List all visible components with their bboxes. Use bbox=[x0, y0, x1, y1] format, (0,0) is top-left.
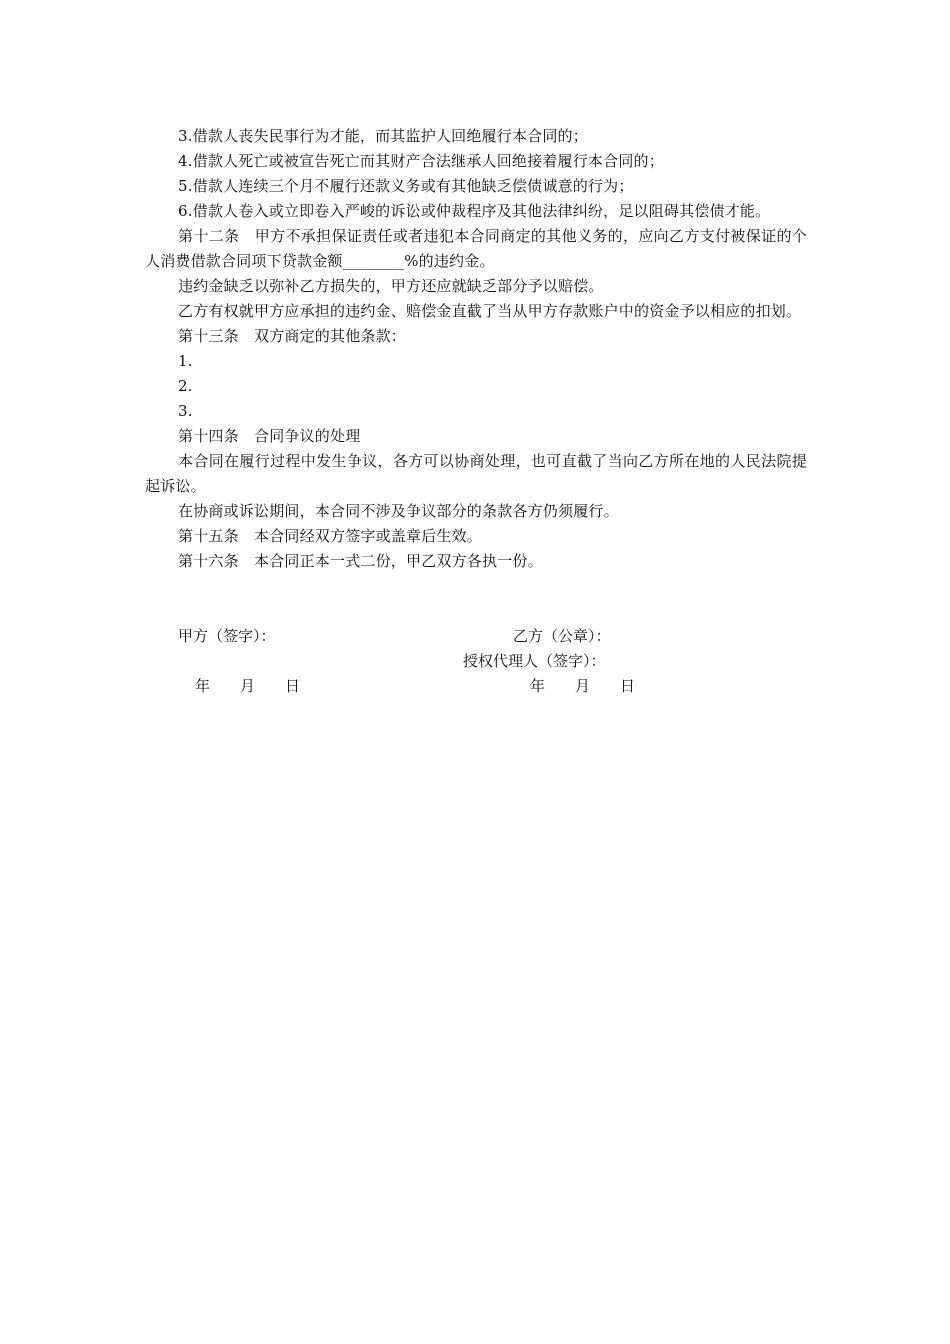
article-14-continuation: 在协商或诉讼期间，本合同不涉及争议部分的条款各方仍须履行。 bbox=[178, 502, 619, 520]
article-15: 第十五条 本合同经双方签字或盖章后生效。 bbox=[178, 527, 483, 545]
party-b-seal-label: 乙方（公章）： bbox=[513, 627, 611, 645]
authorized-agent-label: 授权代理人（签字）： bbox=[463, 652, 606, 670]
clause-item-5: 5.借款人连续三个月不履行还款义务或有其他缺乏偿债诚意的行为； bbox=[178, 177, 634, 195]
contract-body bbox=[145, 124, 807, 574]
article-13-item-1: 1. bbox=[178, 352, 193, 370]
article-13-item-3: 3. bbox=[178, 402, 193, 420]
party-b-date: 年 月 日 bbox=[530, 677, 636, 695]
article-13-item-2: 2. bbox=[178, 377, 193, 395]
article-12-compensation: 违约金缺乏以弥补乙方损失的，甲方还应就缺乏部分予以赔偿。 bbox=[178, 277, 604, 295]
article-14-dispute: 本合同在履行过程中发生争议，各方可以协商处理，也可直截了当向乙方所在地的人民法院提起诉讼。 bbox=[145, 452, 807, 495]
article-14: 第十四条 合同争议的处理 bbox=[178, 427, 361, 445]
clause-item-6: 6.借款人卷入或立即卷入严峻的诉讼或仲裁程序及其他法律纠纷，足以阻碍其偿债才能。 bbox=[178, 202, 771, 220]
party-a-signature-label: 甲方（签字）： bbox=[178, 627, 276, 645]
clause-item-4: 4.借款人死亡或被宣告死亡而其财产合法继承人回绝接着履行本合同的； bbox=[178, 152, 664, 170]
article-12-deduction: 乙方有权就甲方应承担的违约金、赔偿金直截了当从甲方存款账户中的资金予以相应的扣划。 bbox=[178, 302, 802, 320]
article-12: 第十二条 甲方不承担保证责任或者违犯本合同商定的其他义务的，应向乙方支付被保证的个人消费借款合同项下贷款金额________%的违约金。 bbox=[145, 227, 807, 270]
article-13: 第十三条 双方商定的其他条款： bbox=[178, 327, 407, 345]
clause-item-3: 3.借款人丧失民事行为才能，而其监护人回绝履行本合同的； bbox=[178, 127, 588, 145]
party-a-date: 年 月 日 bbox=[195, 677, 301, 695]
article-16: 第十六条 本合同正本一式二份，甲乙双方各执一份。 bbox=[178, 552, 543, 570]
